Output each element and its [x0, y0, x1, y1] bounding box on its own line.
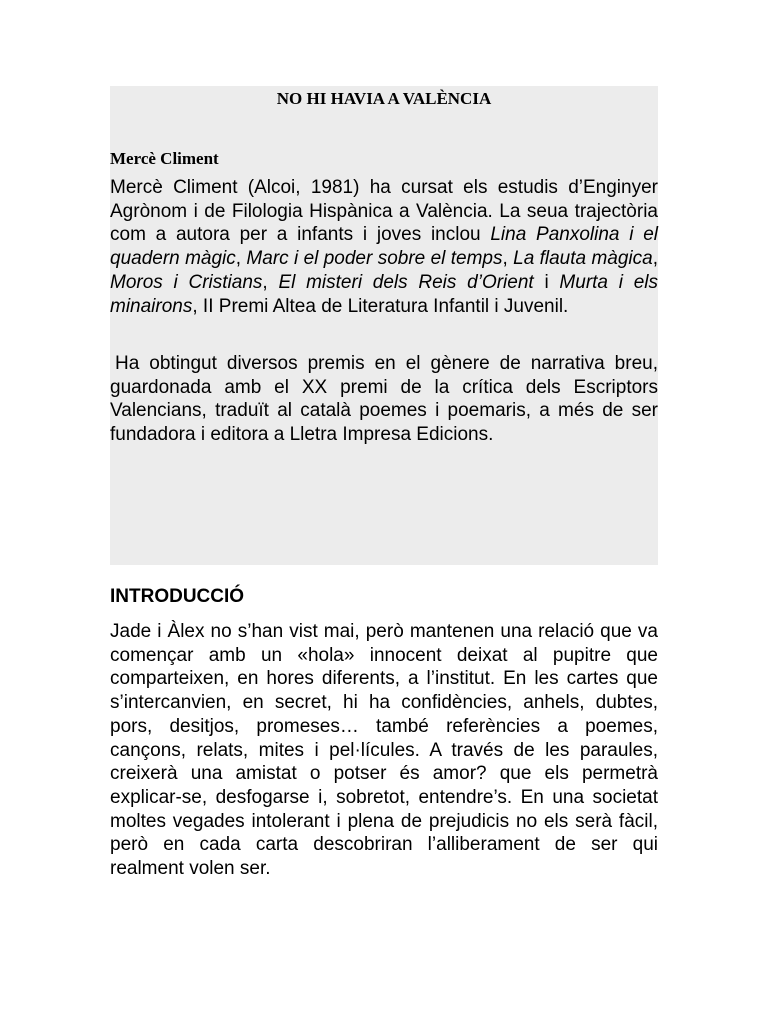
- introduction-paragraph: Jade i Àlex no s’han vist mai, però mantenen una relació que va començar amb un «hola» innocent deixat al pupitre que comparteixen, en hores diferents, a l’institut. En les cartes que s’intercanvien, en secret, hi ha confidències, anhels, dubtes, pors, desitjos, promeses… també referències a poemes, cançons, relats, mites i pel·lícules. A través de les paraules, creixerà una amistat o potser és amor? que els permetrà explicar-se, desfogarse i, sobretot, entendre’s. En una societat moltes vegades intolerant i plena de prejudicis no els serà fàcil, però en cada carta descobriran l’alliberament de ser qui realment volen ser.: [110, 621, 658, 880]
- bio-text-segment: ,: [235, 248, 247, 270]
- introduction-heading: INTRODUCCIÓ: [110, 586, 245, 607]
- book-title-italic: El misteri dels Reis d’Orient: [278, 271, 534, 293]
- bio-text-segment: ,: [652, 248, 658, 270]
- author-name-heading: Mercè Climent: [110, 149, 219, 168]
- author-bio-paragraph: [110, 176, 658, 318]
- book-title-italic: Lina Panxolina i el quadern màgic: [110, 224, 659, 270]
- book-title-italic: Murta i els minairons: [110, 271, 658, 317]
- bio-text-segment: ,: [262, 271, 279, 293]
- bio-text-segment: Mercè Climent (Alcoi, 1981) ha cursat els estudis d’Enginyer Agrònom i de Filologia Hispànica a València. La seua trajectòria com a autora per a infants i joves inclou: [110, 177, 658, 246]
- book-title-italic: Marc i el poder sobre el temps: [246, 248, 503, 270]
- bio-text-segment: ,: [502, 248, 514, 270]
- book-title-italic: Moros i Cristians: [110, 271, 263, 293]
- author-awards-paragraph: Ha obtingut diversos premis en el gènere de narrativa breu, guardonada amb el XX premi de la crítica dels Escriptors Valencians, traduït al català poemes i poemaris, a més de ser fundadora i editora a Lletra Impresa Edicions.: [110, 353, 658, 446]
- book-title: NO HI HAVIA A VALÈNCIA: [276, 89, 492, 108]
- book-title-italic: La flauta màgica: [513, 248, 653, 270]
- bio-text-segment: i: [533, 271, 560, 293]
- bio-text-segment: , II Premi Altea de Literatura Infantil i Juvenil.: [192, 295, 569, 317]
